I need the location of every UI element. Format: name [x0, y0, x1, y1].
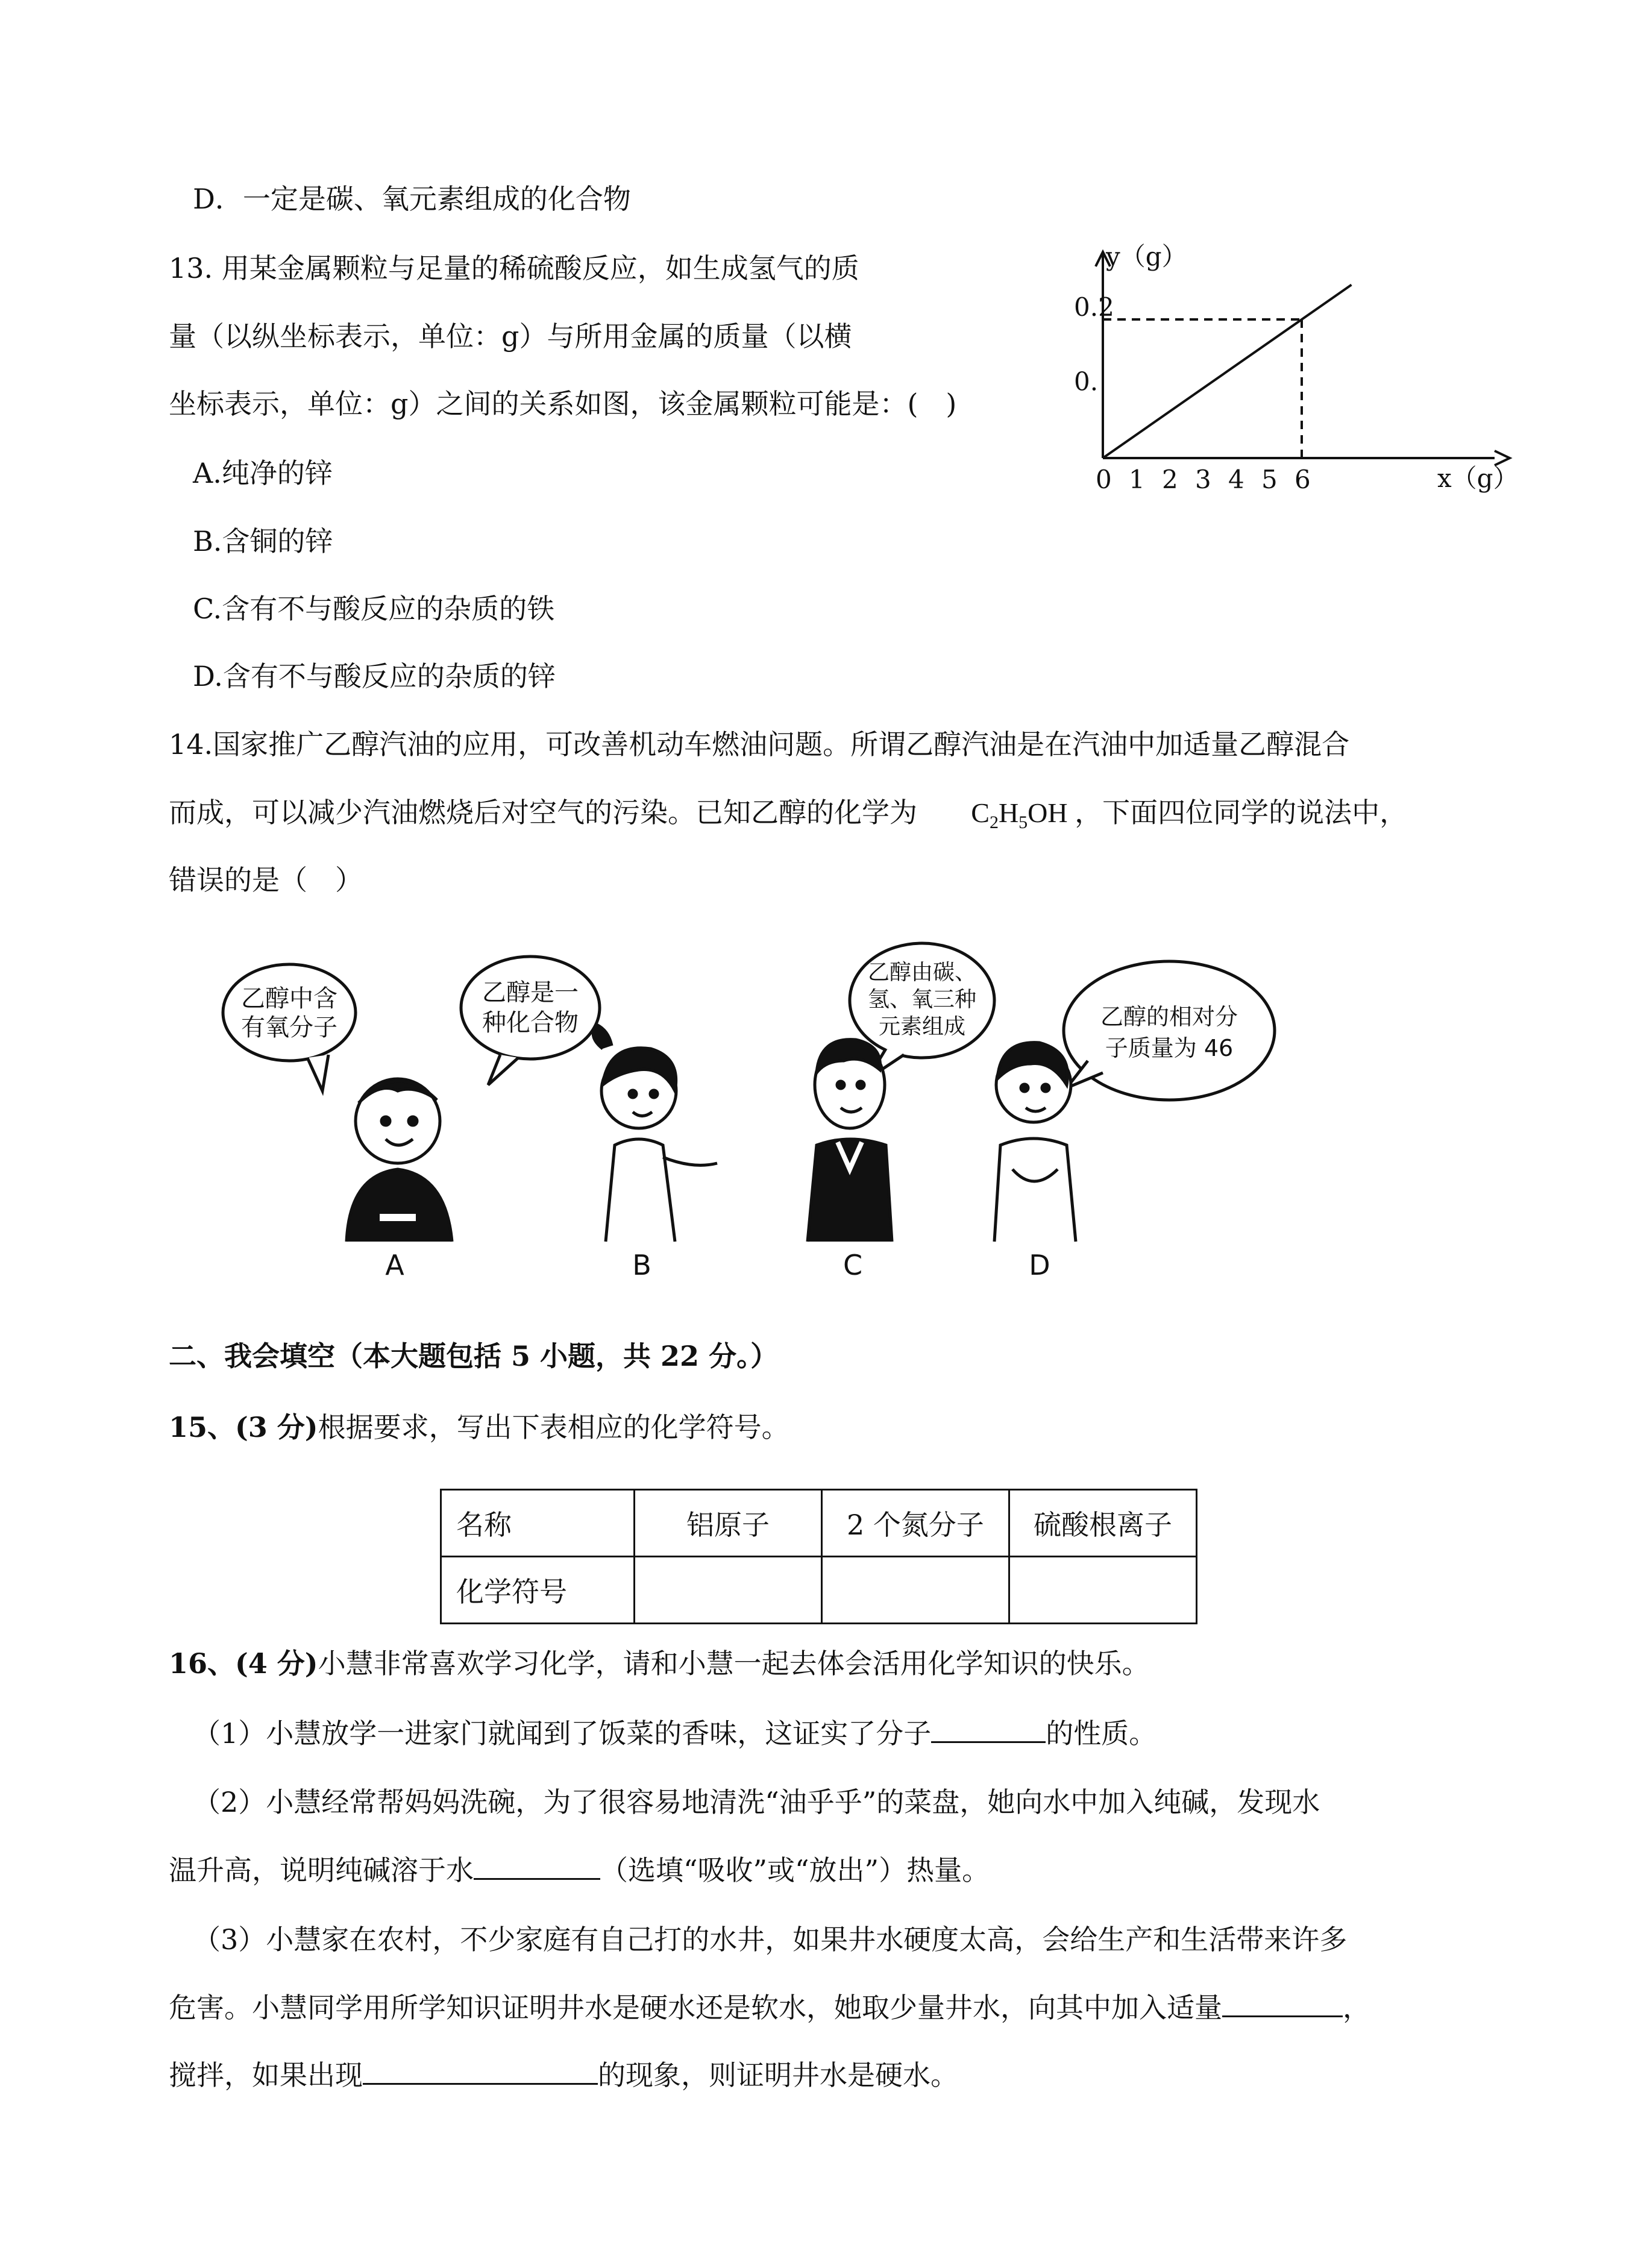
q16-text: 小慧非常喜欢学习化学，请和小慧一起去体会活用化学知识的快乐。 [318, 1647, 1150, 1680]
x-tick-label: 2 [1162, 465, 1178, 494]
y-tick-label: 0.2 [1074, 292, 1114, 322]
x-tick-label: 1 [1129, 465, 1145, 494]
q16-p1-pre: （1）小慧放学一进家门就闻到了饭菜的香味，这证实了分子 [193, 1717, 932, 1750]
q13-option-b: B.含铜的锌 [193, 525, 333, 558]
bubble-c-line1: 乙醇由碳、 [867, 960, 977, 985]
answer-cell-aluminum-atom[interactable] [635, 1557, 822, 1624]
q13-stem-line2: 量（以纵坐标表示，单位：g）与所用金属的质量（以横 [169, 320, 852, 353]
student-a-figure [347, 1079, 452, 1242]
formula-c: C [971, 797, 990, 828]
x-tick-label: 3 [1195, 465, 1211, 494]
speech-bubble-b [461, 957, 600, 1085]
chemical-symbol-table [440, 1489, 1197, 1624]
bubble-a-line2: 有氧分子 [241, 1014, 337, 1041]
mass-relationship-chart [1073, 229, 1531, 506]
table-row [441, 1490, 1197, 1557]
q16-p3-line3-pre: 搅拌，如果出现 [169, 2059, 363, 2091]
ethanol-formula [971, 797, 1075, 833]
q16-p2-post: （选填“吸收”或“放出”）热量。 [600, 1854, 990, 1886]
q16-p2-line2 [169, 1852, 990, 1888]
q16-p3-line2-post: ， [1343, 1991, 1370, 2024]
q16-p1-post: 的性质。 [1046, 1717, 1157, 1750]
chart-xlabel: x（g） [1437, 463, 1519, 493]
formula-c-sub: 2 [989, 812, 999, 833]
label-c: C [843, 1249, 863, 1281]
q16-p3-line3-post: 的现象，则证明井水是硬水。 [598, 2059, 958, 2091]
q16-p3-line1: （3）小慧家在农村，不少家庭有自己打的水井，如果井水硬度太高，会给生产和生活带来许多 [193, 1923, 1348, 1956]
label-d: D [1029, 1249, 1050, 1281]
q14-line1: 14.国家推广乙醇汽油的应用，可改善机动车燃油问题。所谓乙醇汽油是在汽油中加适量乙醇混合 [169, 728, 1350, 761]
q15-text: 根据要求，写出下表相应的化学符号。 [318, 1411, 789, 1443]
section2-title: 二、我会填空（本大题包括 5 小题，共 22 分。） [169, 1340, 779, 1372]
bubble-d-line2: 子质量为 46 [1105, 1035, 1234, 1061]
students-cartoon [217, 940, 1362, 1290]
q14-line3: 错误的是（ ） [169, 864, 363, 896]
formula-h: H [998, 797, 1019, 828]
bubble-b-line1: 乙醇是一 [482, 979, 579, 1007]
table-cell: 硫酸根离子 [1009, 1490, 1197, 1557]
q13-option-a: A.纯净的锌 [193, 457, 333, 489]
formula-h-sub: 5 [1018, 812, 1028, 833]
table-cell: 名称 [441, 1490, 635, 1557]
table-cell: 铝原子 [635, 1490, 822, 1557]
q16-line [169, 1645, 1150, 1682]
chart-ylabel: y（g） [1106, 242, 1187, 271]
y-tick-label: 0. [1074, 366, 1099, 397]
q14-line2-tail: ，下面四位同学的说法中， [1075, 796, 1408, 829]
q16-p3-line3 [169, 2056, 958, 2093]
student-c-figure [808, 1040, 892, 1242]
speech-bubble-d [1064, 961, 1275, 1100]
q13-stem-line1: 13. 用某金属颗粒与足量的稀硫酸反应，如生成氢气的质 [169, 252, 859, 284]
label-b: B [632, 1249, 651, 1281]
q13-stem-line3: 坐标表示，单位：g）之间的关系如图，该金属颗粒可能是：( ) [169, 388, 957, 420]
q16-points: 16、(4 分) [169, 1647, 318, 1680]
x-tick-label: 5 [1261, 465, 1278, 494]
q14-line2-text: 而成，可以减少汽油燃烧后对空气的污染。已知乙醇的化学为 [169, 796, 917, 829]
answer-blank-2[interactable] [474, 1852, 600, 1880]
q16-p2-pre: 温升高，说明纯碱溶于水 [169, 1854, 474, 1886]
q13-option-d: D.含有不与酸反应的杂质的锌 [193, 660, 556, 693]
student-d-figure [994, 1043, 1076, 1242]
bubble-b-line2: 种化合物 [482, 1009, 579, 1037]
q13-option-c: C.含有不与酸反应的杂质的铁 [193, 592, 555, 625]
q16-p1 [193, 1715, 1156, 1751]
q15-line [169, 1409, 789, 1445]
q15-points: 15、(3 分) [169, 1411, 318, 1443]
q14-line2 [169, 794, 1407, 841]
q16-p2-line1: （2）小慧经常帮妈妈洗碗，为了很容易地清洗“油乎乎”的菜盘，她向水中加入纯碱，发现水 [193, 1786, 1320, 1818]
x-tick-label: 6 [1295, 465, 1311, 494]
x-tick-label: 4 [1228, 465, 1244, 494]
student-b-figure [593, 1025, 717, 1242]
answer-blank-1[interactable] [931, 1715, 1046, 1743]
bubble-c-line3: 元素组成 [878, 1014, 966, 1039]
bubble-c-line2: 氢、氧三种 [867, 987, 977, 1012]
table-row [441, 1557, 1197, 1624]
label-a: A [385, 1249, 404, 1281]
q16-p3-line2-pre: 危害。小慧同学用所学知识证明井水是硬水还是软水，她取少量井水，向其中加入适量 [169, 1991, 1222, 2024]
answer-blank-4[interactable] [363, 2056, 598, 2085]
answer-blank-3[interactable] [1222, 1989, 1343, 2017]
q16-p3-line2 [169, 1989, 1370, 2026]
x-tick-label: 0 [1096, 465, 1112, 494]
series-line [1103, 285, 1352, 459]
bubble-a-line1: 乙醇中含 [241, 985, 337, 1013]
answer-cell-nitrogen-molecules[interactable] [822, 1557, 1009, 1624]
table-cell: 化学符号 [441, 1557, 635, 1624]
formula-oh: OH [1028, 797, 1068, 828]
answer-cell-sulfate-ion[interactable] [1009, 1557, 1197, 1624]
speech-bubble-a [223, 964, 356, 1091]
table-cell: 2 个氮分子 [822, 1490, 1009, 1557]
q12-option-d: D．一定是碳、氧元素组成的化合物 [193, 183, 631, 215]
bubble-d-line1: 乙醇的相对分 [1100, 1004, 1238, 1030]
